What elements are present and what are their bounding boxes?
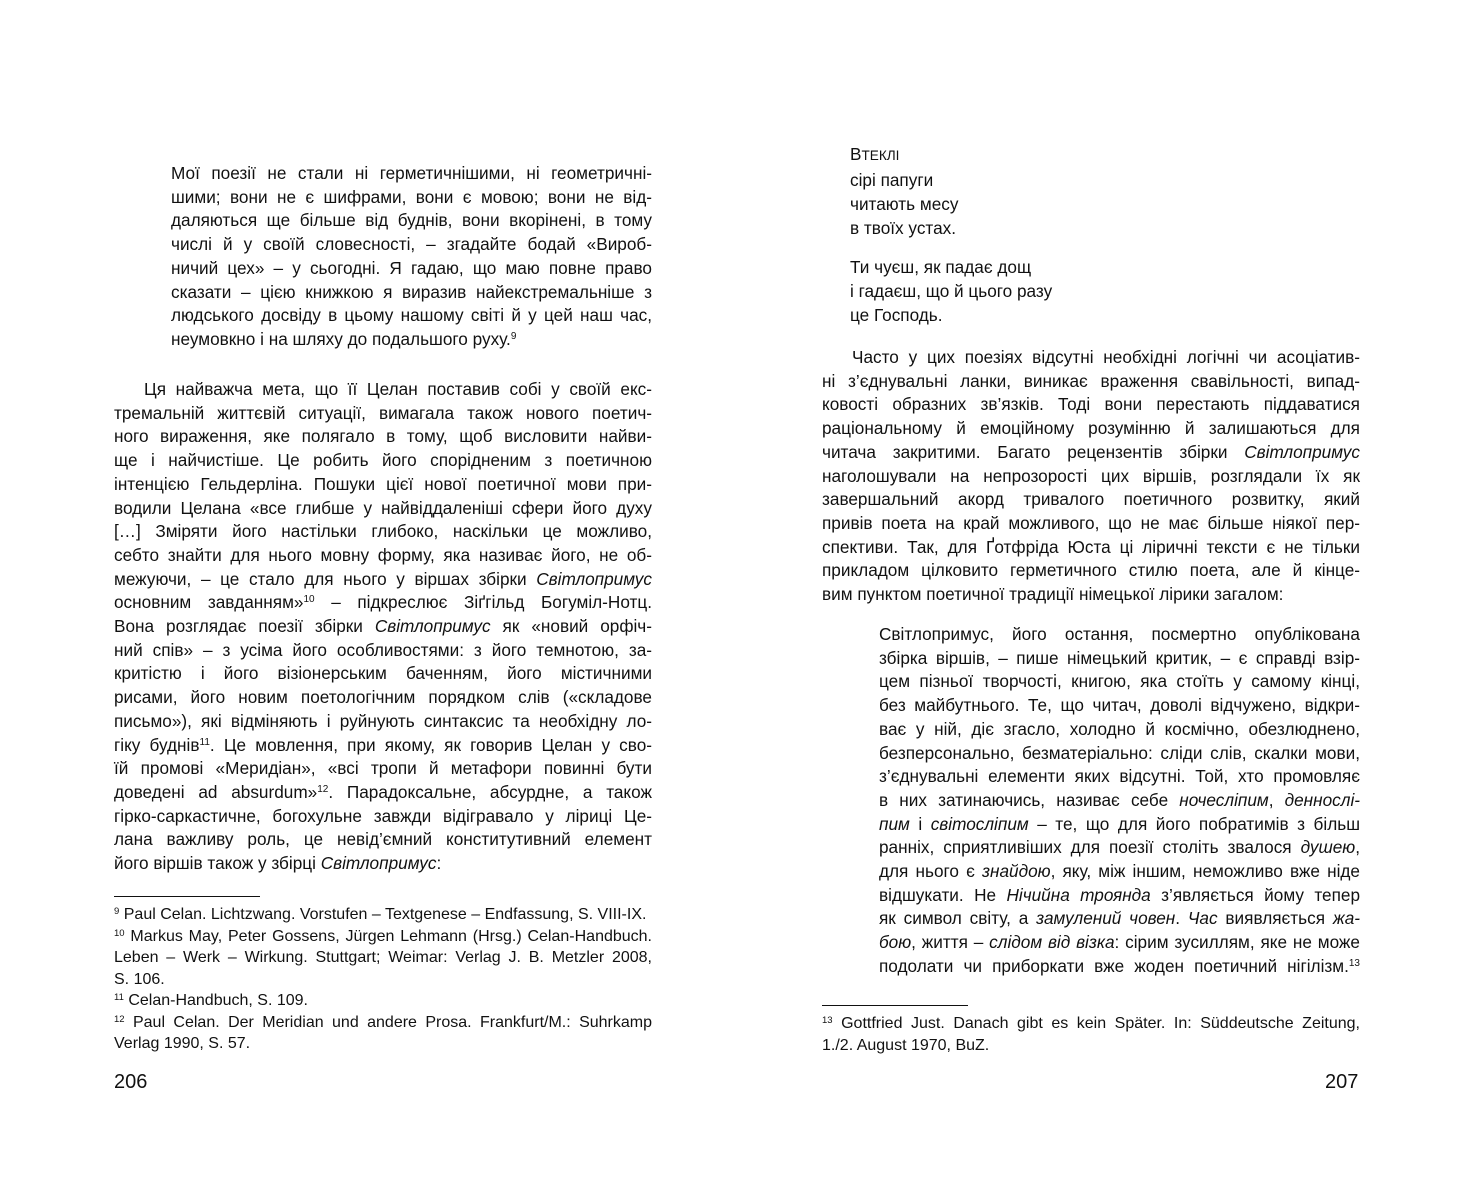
footnote-divider [114, 896, 260, 897]
poem-line: це Господь. [850, 305, 943, 325]
footnote-ref-13[interactable]: 13 [1348, 957, 1360, 969]
footnote-ref-9[interactable]: 9 [510, 330, 517, 342]
quote-line: Мої поезії не стали ні герметичнішими, ні геометричні- [171, 163, 652, 183]
quote-line: неумовкно і на шляху до подальшого руху.$^9$ [171, 328, 517, 349]
footnote-13-cont: 1./2. August 1970, BuZ. [822, 1036, 990, 1054]
body-line: привів поета на край можливого, що не має більше ніякої пер- [822, 512, 1360, 533]
quote-line: як символ світу, а замулений човен. Час виявляється жа- [879, 908, 1360, 929]
quote-line: ничий цех» – у сьогодні. Я гадаю, що маю повне право [171, 257, 652, 278]
body-line: ний спів» – з усіма його особливостями: з його темнотою, за- [114, 639, 652, 660]
poem-line: в твоїх устах. [850, 218, 957, 238]
body-line: основним завданням»$^{10}$ – підкреслює Зіґгільд Богуміл-Нотц. [114, 592, 652, 613]
footnote-ref-12[interactable]: 12 [317, 783, 329, 795]
body-line: ного вираження, яке полягало в тому, щоб висловити найви- [114, 426, 652, 447]
footnote-11: $^{11}$ Celan-Handbuch, S. 109. [114, 992, 308, 1009]
page-number-right: 207 [1325, 1071, 1359, 1093]
body-paragraph-right [822, 346, 1360, 607]
footnote-12-cont: Verlag 1990, S. 57. [114, 1035, 251, 1052]
body-line: Вона розглядає поезії збірки Світлопримус як «новий орфіч- [114, 616, 652, 637]
footnote-ref-10[interactable]: 10 [303, 594, 315, 606]
quote-line: ранніх, сприятливіших для поезії століть звалося душею, [879, 837, 1360, 858]
quote-line: цем пізньої творчості, книгою, яка стоїть у самому кінці, [879, 671, 1360, 692]
body-line: ні з’єднувальні ланки, виникає враження свавільності, випад- [822, 370, 1360, 391]
block-quote-just [879, 623, 1360, 979]
quote-line: ває у ній, діє згасло, холодно й космічно, обезлюднено, [879, 718, 1360, 739]
body-line: Ця найважча мета, що її Целан поставив собі у своїй екс- [144, 379, 652, 399]
body-line: письмо»), які відміняють і руйнують синтаксис та необхідну ло- [114, 710, 652, 731]
footnote-10-cont: S. 106. [114, 970, 165, 988]
body-line: інтенцією Гельдерліна. Пошуки цієї нової поетичної мови при- [114, 473, 652, 494]
quote-line: подолати чи приборкати вже жоден поетичний нігілізм.$^{13}$ [879, 955, 1360, 976]
quote-line: шими; вони не є шифрами, вони є мовою; вони не від- [171, 186, 652, 207]
body-line: тремальній життєвій ситуації, вимагала також нового поетич- [114, 402, 652, 423]
footnote-13: $^{13}$ Gottfried Just. Danach gibt es kein Später. In: Süddeutsche Zeitung, [822, 1015, 1360, 1032]
footnote-12: $^{12}$ Paul Celan. Der Meridian und andere Prosa. Frankfurt/M.: Suhrkamp [114, 1013, 652, 1031]
body-line: доведені ad absurdum»$^{12}$. Парадоксальне, абсурдне, а також [114, 781, 653, 802]
body-line: ковості образних зв’язків. Тоді вони перестають піддаватися [822, 394, 1360, 415]
body-line: водили Целана «все глибше у найвіддаленіші сфери його духу [114, 497, 652, 518]
footnote-9: $^9$ Paul Celan. Lichtzwang. Vorstufen – Textgenese – Endfassung, S. VIII-IX. [114, 906, 647, 923]
body-line: рисами, його новим поетологічним порядком слів («складове [114, 687, 652, 708]
body-line: ще і найчистіше. Це робить його спорідненим з поетичною [114, 450, 652, 471]
body-line: спективи. Так, для Ґотфріда Юста ці ліричні тексти є не тільки [822, 536, 1360, 557]
body-line: читача закритими. Багато рецензентів збірки Світлопримус [822, 441, 1360, 462]
body-line: його віршів також у збірці Світлопримус: [114, 853, 442, 874]
poem-line: ВТЕКЛІ [850, 144, 900, 164]
body-line: Часто у цих поезіях відсутні необхідні логічні чи асоціатив- [852, 347, 1360, 367]
body-line: себто знайти для нього мовну форму, яка називає його, не об- [114, 544, 652, 565]
footnote-ref-11[interactable]: 11 [199, 736, 210, 748]
footnote-divider [822, 1005, 968, 1006]
body-paragraph-left [114, 378, 652, 876]
block-quote-celan [171, 162, 652, 352]
quote-line: пим і світосліпим – те, що для його побратимів з більш [879, 813, 1360, 834]
body-line: межуючи, – це стало для нього у віршах збірки Світлопримус [114, 568, 652, 589]
body-line: раціональному й емоційному розумінню й залишаються для [822, 418, 1360, 439]
quote-line: людського досвіду в цьому нашому світі й у цей наш час, [171, 305, 652, 326]
body-line: лана важливу роль, це невід’ємний конститутивний елемент [114, 829, 652, 850]
footnote-10: $^{10}$ Markus May, Peter Gossens, Jürgen Lehmann (Hrsg.) Celan-Handbuch. [114, 927, 652, 945]
quote-line: відшукати. Не Нічийна троянда з’являється йому тепер [879, 884, 1360, 905]
quote-line: в них затинаючись, називає себе ночесліпим, деннослі- [879, 789, 1360, 810]
quote-line: безперсонально, безматеріально: сліди слів, скалки мови, [879, 742, 1360, 763]
body-line: наголошували на непрозорості цих віршів, розглядали їх як [822, 465, 1360, 486]
poem-line: і гадаєш, що й цього разу [850, 281, 1053, 301]
body-line: критістю і його візіонерським баченням, його містичними [114, 663, 652, 684]
poem-stanza-2 [850, 255, 1270, 327]
body-line: їй промові «Меридіан», «всі тропи й метафори повинні бути [114, 758, 652, 779]
body-line: прикладом цілковито герметичного стилю поета, але й кінце- [822, 560, 1360, 581]
footnotes-left [114, 904, 652, 1055]
quote-line: збірка віршів, – пише німецький критик, – є справді взір- [879, 647, 1360, 668]
quote-line: числі й у своїй словесності, – згадайте бодай «Вироб- [171, 234, 652, 255]
poem-line: читають месу [850, 194, 959, 214]
footnote-10-cont: Leben – Werk – Wirkung. Stuttgart; Weimar: Verlag J. B. Metzler 2008, [114, 949, 652, 966]
quote-line: бою, життя – слідом від візка: сірим зусиллям, яке не може [879, 932, 1360, 953]
poem-stanza-1 [850, 142, 1270, 240]
body-line: гіку буднів$^{11}$. Це мовлення, при якому, як говорив Целан у сво- [114, 734, 652, 755]
poem-line: сірі папуги [850, 170, 934, 190]
body-line: гірко-саркастичне, богохульне завжди відігравало у ліриці Це- [114, 805, 652, 826]
body-line: […] Зміряти його настільки глибоко, наскільки це можливо, [114, 521, 652, 542]
quote-line: даляються ще більше від буднів, вони вкорінені, в тому [171, 210, 652, 231]
quote-line: без майбутнього. Те, що читач, доволі відчужено, відкри- [879, 695, 1360, 716]
footnotes-right [822, 1013, 1360, 1056]
quote-line: сказати – цією книжкою я виразив найекстремальніше з [171, 281, 652, 302]
body-line: вим пунктом поетичної традиції німецької лірики загалом: [822, 584, 1284, 605]
quote-line: для нього є знайдою, яку, між іншим, неможливо вже ніде [879, 861, 1360, 882]
quote-line: з’єднувальні елементи яких відсутні. Той, хто промовляє [879, 766, 1360, 787]
quote-line: Світлопримус, його остання, посмертно опублікована [879, 624, 1360, 644]
body-line: завершальний акорд тривалого поетичного розвитку, який [822, 489, 1360, 510]
page-number-left: 206 [114, 1071, 148, 1093]
poem-line: Ти чуєш, як падає дощ [850, 257, 1032, 277]
